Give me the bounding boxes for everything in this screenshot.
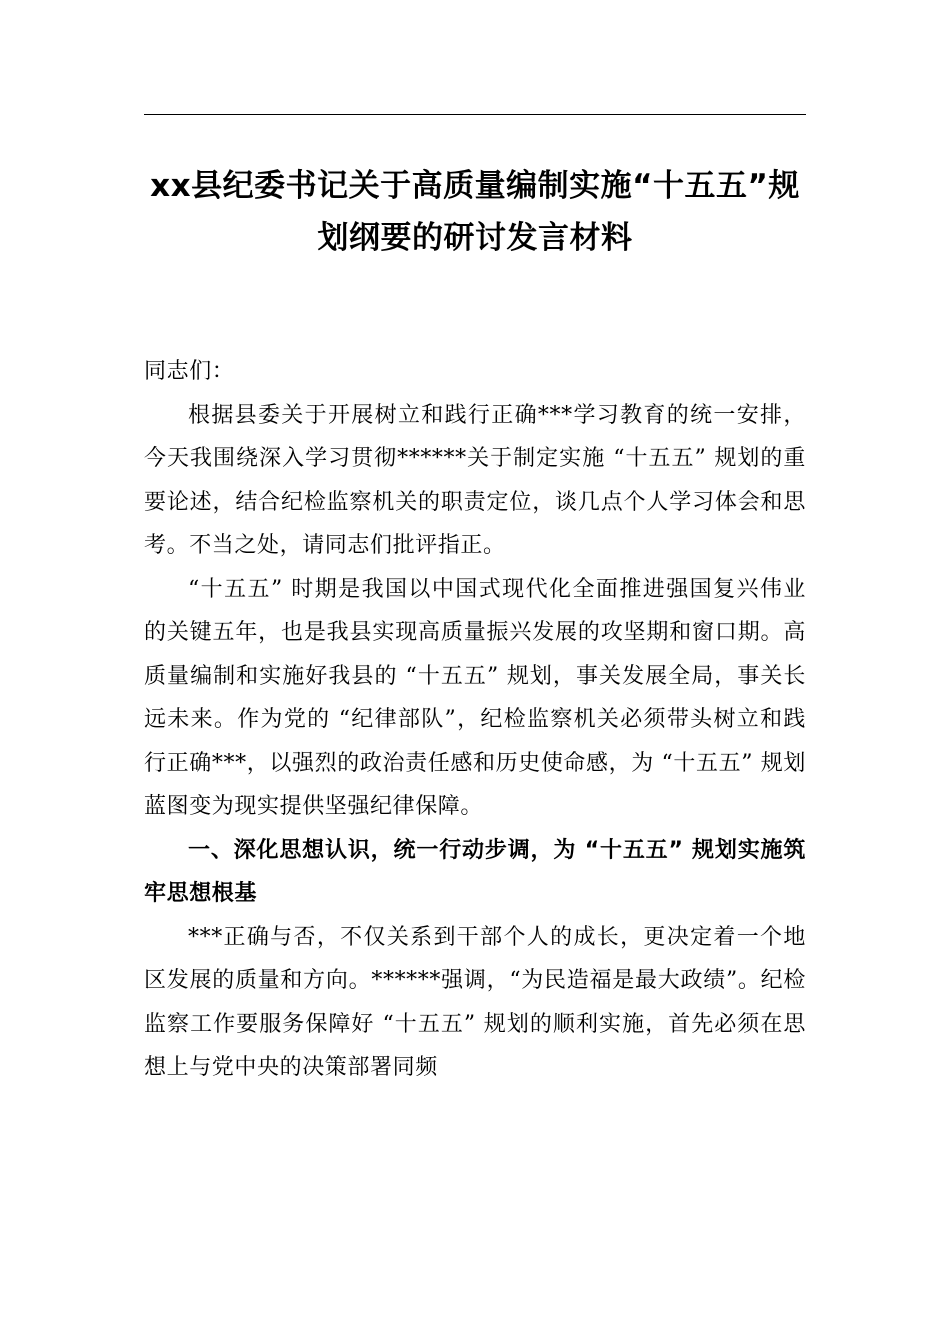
paragraph: “十五五” 时期是我国以中国式现代化全面推进强国复兴伟业的关键五年，也是我县实现高质量振兴发展的攻坚期和窗口期。高质量编制和实施好我县的 “十五五” 规划，事关发展全局，事关长远未来。作为党的 “纪律部队”，纪检监察机关必须带头树立和践行正确***，以强烈的政治责任感和历史使命感，为 “十五五” 规划蓝图变为现实提供坚强纪律保障。: [144, 576, 806, 819]
document-body: [144, 350, 806, 1090]
paragraph: ***正确与否，不仅关系到干部个人的成长，更决定着一个地区发展的质量和方向。******强调，“为民造福是最大政绩”。纪检监察工作要服务保障好 “十五五” 规划的顺利实施，首先必须在思想上与党中央的决策部署同频: [144, 924, 806, 1080]
header-rule: [144, 114, 806, 115]
document-title: xx县纪委书记关于高质量编制实施“十五五”规划纲要的研讨发言材料: [150, 168, 800, 256]
paragraph: 根据县委关于开展树立和践行正确***学习教育的统一安排，今天我围绕深入学习贯彻******关于制定实施 “十五五” 规划的重要论述，结合纪检监察机关的职责定位，谈几点个人学习体会和思考。不当之处，请同志们批评指正。: [144, 402, 806, 558]
salutation: 同志们：: [144, 359, 235, 384]
section-heading: 一、深化思想认识，统一行动步调，为 “十五五” 规划实施筑牢思想根基: [144, 837, 806, 906]
